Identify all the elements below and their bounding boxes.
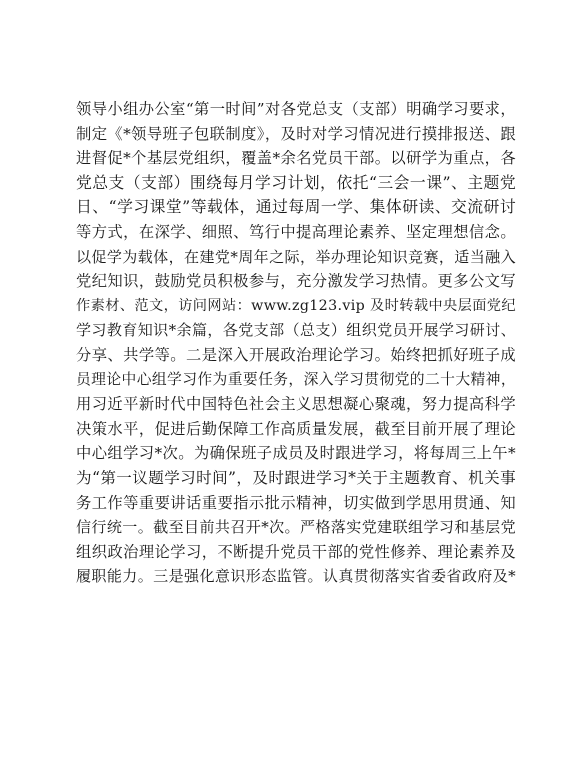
text-line: 制定《*领导班子包联制度》，及时对学习情况进行摸排报送、跟 [76,124,516,143]
text-line: 分享、共学等。二是深入开展政治理论学习。始终把抓好班子成 [76,345,516,364]
text-line: 党总支（支部）围绕每月学习计划，依托“三会一课”、主题党 [76,172,516,192]
text-line: 为“第一议题学习时间”，及时跟进学习*关于主题教育、机关事 [76,468,516,487]
text-line: 员理论中心组学习作为重要任务，深入学习贯彻党的二十大精神， [76,370,516,388]
text-line: 用习近平新时代中国特色社会主义思想凝心聚魂，努力提高科学 [76,395,516,414]
text-line: 中心组学习*次。为确保班子成员及时跟进学习，将每周三上午* [76,444,516,463]
text-line: 决策水平，促进后勤保障工作高质量发展，截至目前开展了理论 [76,419,516,438]
text-line: 领导小组办公室“第一时间”对各党总支（支部）明确学习要求， [76,100,516,118]
text-line: 进督促*个基层党组织，覆盖*余名党员干部。以研学为重点，各 [76,149,516,168]
text-line: 学习教育知识*余篇，各党支部（总支）组织党员开展学习研讨、 [76,321,516,340]
body-paragraph [76,97,516,589]
text-line: 履职能力。三是强化意识形态监管。认真贯彻落实省委省政府及* [76,567,516,586]
text-line: 作素材、范文，访问网站：www.zg123.vip 及时转载中央层面党纪 [76,297,516,314]
text-line: 务工作等重要讲话重要指示批示精神，切实做到学思用贯通、知 [76,493,516,512]
text-line: 等方式，在深学、细照、笃行中提高理论素养、坚定理想信念。 [76,222,516,241]
text-line: 以促学为载体，在建党*周年之际，举办理论知识竞赛，适当融入 [76,247,516,266]
text-line: 党纪知识，鼓励党员积极参与，充分激发学习热情。更多公文写 [76,272,516,291]
text-line: 日、“学习课堂”等载体，通过每周一学、集体研读、交流研讨 [76,197,516,217]
text-line: 信行统一。截至目前共召开*次。严格落实党建联组学习和基层党 [76,518,516,537]
text-line: 组织政治理论学习，不断提升党员干部的党性修养、理论素养及 [76,542,516,561]
